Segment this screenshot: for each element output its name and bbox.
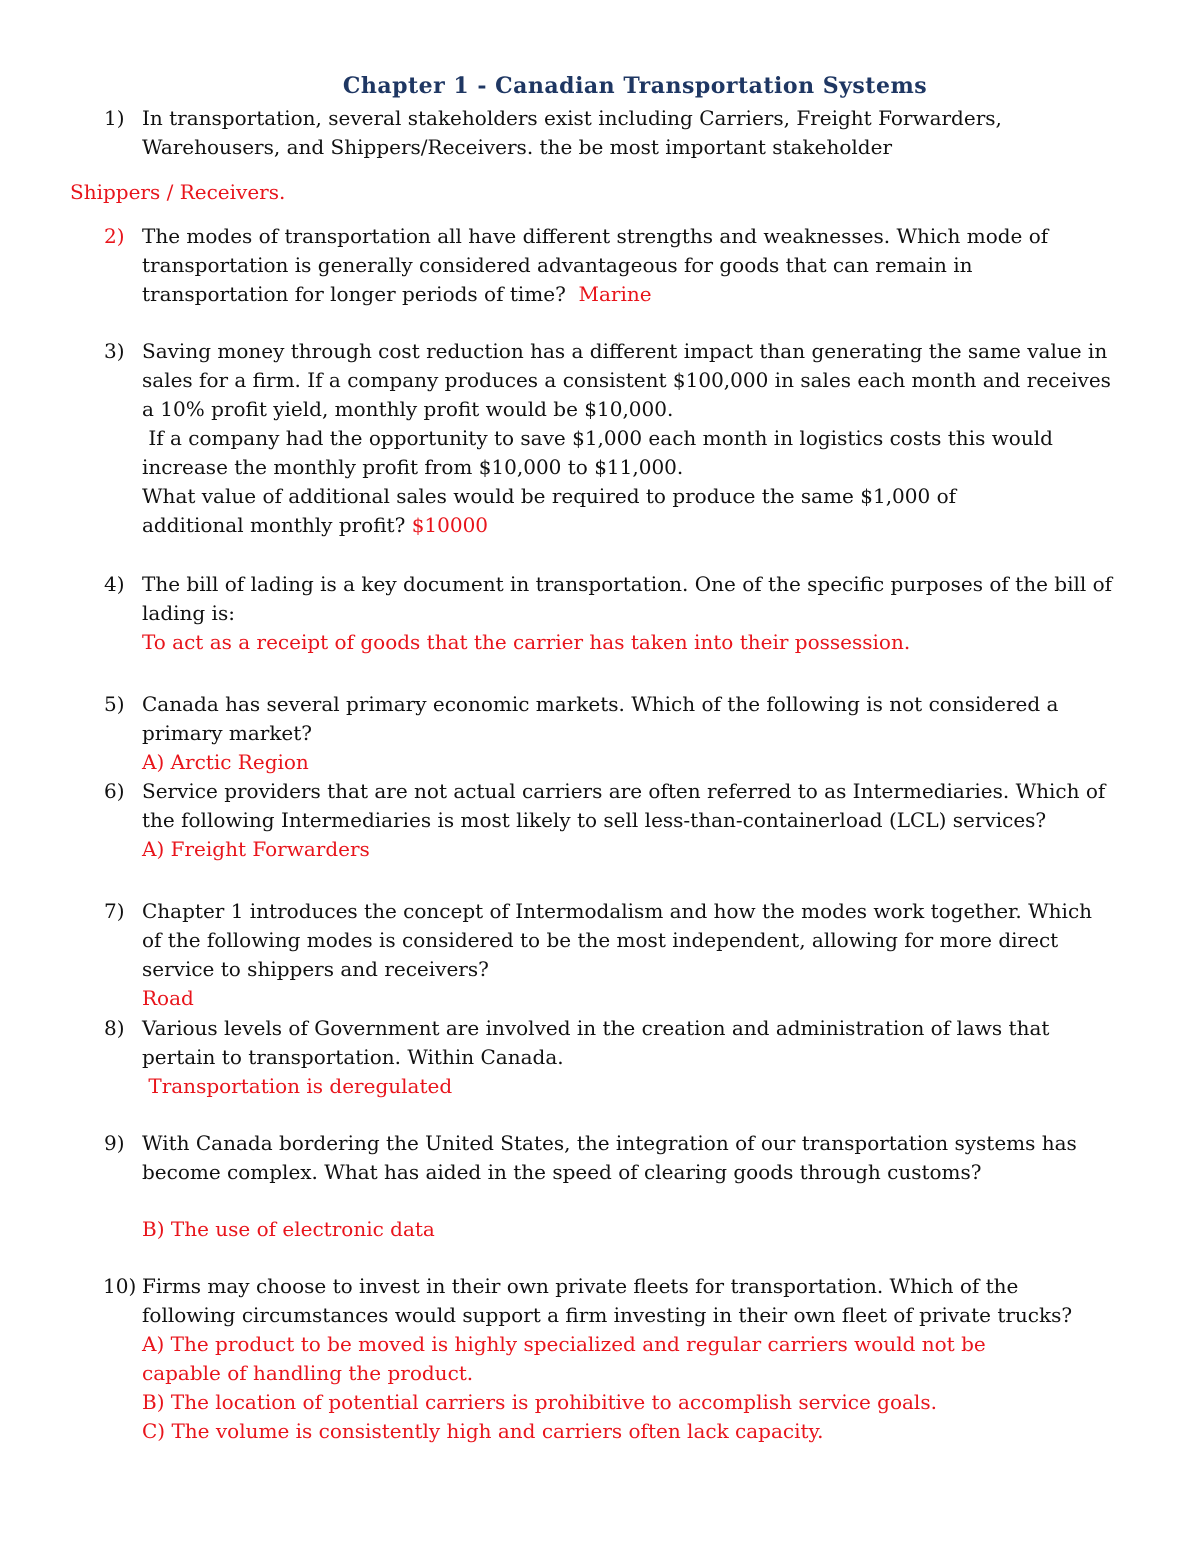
answer-1: Shippers / Receivers. (70, 180, 286, 204)
question-6 (104, 777, 1144, 864)
question-number: 10) (103, 1274, 137, 1298)
question-text-line: pertain to transportation. Within Canada. (142, 1045, 564, 1069)
question-text-line: of the following modes is considered to be the most independent, allowing for more direct (142, 928, 1059, 952)
question-5 (104, 690, 1144, 777)
answer-8: Transportation is deregulated (142, 1074, 453, 1098)
question-text-line: increase the monthly profit from $10,000 to $11,000. (142, 455, 684, 479)
question-text-line: sales for a firm. If a company produces a consistent $100,000 in sales each month and receives (142, 368, 1111, 392)
question-1 (104, 104, 1144, 162)
question-text-line: Warehousers, and Shippers/Receivers. the be most important stakeholder (142, 135, 892, 159)
question-text-line: the following Intermediaries is most likely to sell less-than-containerload (LCL) services? (142, 808, 1047, 832)
question-number: 7) (104, 899, 125, 923)
answer-10-line: C) The volume is consistently high and carriers often lack capacity. (142, 1419, 824, 1443)
question-text-line: a 10% profit yield, monthly profit would be $10,000. (142, 397, 674, 421)
answer-10-line: B) The location of potential carriers is prohibitive to accomplish service goals. (142, 1390, 937, 1414)
answer-7: Road (142, 986, 194, 1010)
answer-9: B) The use of electronic data (142, 1217, 435, 1241)
question-3 (104, 337, 1144, 540)
question-text: additional monthly profit? (142, 513, 406, 537)
question-text-line: If a company had the opportunity to save $1,000 each month in logistics costs this would (142, 426, 1053, 450)
question-number: 8) (104, 1016, 125, 1040)
question-4 (104, 570, 1144, 657)
question-2 (104, 222, 1144, 309)
question-text-line: transportation is generally considered advantageous for goods that can remain in (142, 253, 973, 277)
question-10 (104, 1272, 1144, 1446)
question-text-line: What value of additional sales would be required to produce the same $1,000 of (142, 484, 957, 508)
answer-10-line: A) The product to be moved is highly specialized and regular carriers would not be (142, 1332, 986, 1356)
question-text-line: The bill of lading is a key document in transportation. One of the specific purposes of the bill of (142, 572, 1113, 596)
question-text-line: lading is: (142, 601, 235, 625)
question-text-line: service to shippers and receivers? (142, 957, 489, 981)
question-number: 2) (104, 224, 125, 248)
question-number: 9) (104, 1131, 125, 1155)
question-text-line: primary market? (142, 721, 313, 745)
question-7 (104, 897, 1144, 1013)
question-text-line: The modes of transportation all have different strengths and weaknesses. Which mode of (142, 224, 1049, 248)
question-text-line: Service providers that are not actual carriers are often referred to as Intermediaries. Which of (142, 779, 1106, 803)
answer-6: A) Freight Forwarders (142, 837, 370, 861)
question-text-line: Chapter 1 introduces the concept of Intermodalism and how the modes work together. Which (142, 899, 1093, 923)
question-text-line: become complex. What has aided in the speed of clearing goods through customs? (142, 1160, 982, 1184)
answer-5: A) Arctic Region (142, 750, 309, 774)
page-title: Chapter 1 - Canadian Transportation Systems (342, 73, 928, 99)
question-text-line: Saving money through cost reduction has a different impact than generating the same value in (142, 339, 1108, 363)
question-text-line: Various levels of Government are involved in the creation and administration of laws that (142, 1016, 1050, 1040)
answer-4: To act as a receipt of goods that the carrier has taken into their possession. (142, 630, 911, 654)
answer-9-block (104, 1215, 1144, 1244)
question-text-line: Firms may choose to invest in their own private fleets for transportation. Which of the (142, 1274, 1019, 1298)
question-text-line (142, 280, 1144, 309)
question-number: 4) (104, 572, 125, 596)
question-number: 3) (104, 339, 125, 363)
answer-3: $10000 (411, 513, 489, 537)
question-text: transportation for longer periods of time? (142, 282, 566, 306)
question-text-line: Canada has several primary economic markets. Which of the following is not considered a (142, 692, 1059, 716)
question-number: 6) (104, 779, 125, 803)
question-number: 5) (104, 692, 125, 716)
question-8 (104, 1014, 1144, 1101)
question-text-line: following circumstances would support a firm investing in their own fleet of private trucks? (142, 1303, 1073, 1327)
answer-2: Marine (578, 282, 652, 306)
question-text-line: In transportation, several stakeholders exist including Carriers, Freight Forwarders, (142, 106, 1002, 130)
question-text-line (142, 511, 1144, 540)
question-number: 1) (104, 106, 125, 130)
question-text-line: With Canada bordering the United States, the integration of our transportation systems has (142, 1131, 1077, 1155)
question-9 (104, 1129, 1144, 1187)
answer-10-line: capable of handling the product. (142, 1361, 474, 1385)
